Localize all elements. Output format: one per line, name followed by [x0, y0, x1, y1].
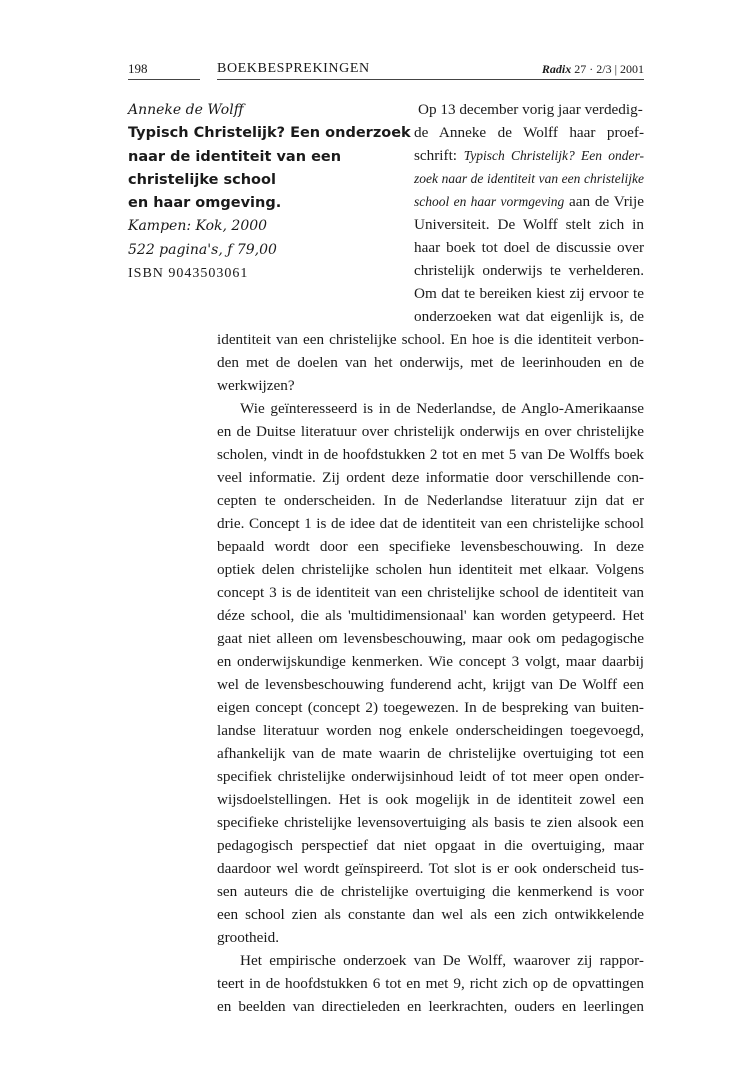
body-line: wel de levensbeschouwing funderend acht, krijgt van De Wolff een [217, 676, 644, 693]
body-line: schrift: Typisch Christelijk? Een onder- [414, 147, 644, 164]
body-line: Om dat te bereiken kiest zij ervoor te [414, 285, 644, 302]
body-line: concept 3 is de identiteit van een christelijke school de identiteit van [217, 584, 644, 601]
body-line: haar boek tot doel de discussie over [414, 239, 644, 256]
body-line: Op 13 december vorig jaar verdedig- [418, 101, 643, 118]
body-line: specifieke christelijke levensovertuiging als basis te zien alsook een [217, 814, 644, 831]
header-rule-left [128, 79, 200, 80]
body-line: Het empirische onderzoek van De Wolff, waarover zij rappor- [240, 952, 644, 969]
page-number: 198 [128, 61, 148, 76]
body-line: werkwijzen? [217, 377, 295, 394]
body-line: identiteit van een christelijke school. En hoe is die identiteit verbon- [217, 331, 644, 348]
body-line: daardoor wel wordt geïnspireerd. Tot slot is er ook onderscheid tus- [217, 860, 644, 877]
body-line: een school zien als constante dan wel als een zich ontwikkelende [217, 906, 644, 923]
body-line: scholen, vindt in de hoofdstukken 2 tot en met 5 van De Wolffs boek [217, 446, 644, 463]
body-line: en beelden van directieleden en leerkrachten, ouders en leerlingen [217, 998, 644, 1015]
body-line: en de Duitse literatuur over christelijk onderwijs en over christelijke [217, 423, 644, 440]
body-line: optiek delen christelijke scholen hun identiteit met elkaar. Volgens [217, 561, 644, 578]
body-line: sen auteurs die de christelijke overtuiging die kenmerkend is voor [217, 883, 644, 900]
book-isbn: ISBN 9043503061 [128, 266, 249, 282]
book-pages-price: 522 pagina's, ƒ 79,00 [128, 241, 277, 258]
body-line: veel informatie. Zij ordent deze informatie door verschillende con- [217, 469, 644, 486]
book-title-line: naar de identiteit van een [128, 148, 342, 165]
body-line: landse literatuur worden nog enkele onderscheidingen toegevoegd, [217, 722, 644, 739]
body-line: zoek naar de identiteit van een christelijke [414, 171, 644, 186]
body-line: den met de doelen van het onderwijs, met de leerinhouden en de [217, 354, 644, 371]
body-line: grootheid. [217, 929, 280, 946]
book-details [128, 99, 411, 285]
body-line: wijsdoelstellingen. Het is ook mogelijk in de identiteit zowel een [217, 791, 644, 808]
book-publisher: Kampen: Kok, 2000 [128, 218, 268, 235]
body-line: afhankelijk van de mate waarin de christelijke overtuiging tot een [217, 745, 644, 762]
header-rule-right [217, 79, 644, 80]
book-title-line: Typisch Christelijk? Een onderzoek [128, 125, 411, 142]
body-line: gaat niet alleen om levensbeschouwing, maar ook om pedagogische [217, 630, 644, 647]
body-line: drie. Concept 1 is de idee dat de identiteit van een christelijke school [217, 515, 644, 532]
body-line: teert in de hoofdstukken 6 tot en met 9, richt zich op de opvattingen [217, 975, 644, 992]
body-line: school en haar vormgeving aan de Vrije [414, 193, 644, 210]
book-title-line: en haar omgeving. [128, 195, 282, 212]
body-line: déze school, die als 'multidimensionaal' kan worden getypeerd. Het [217, 607, 644, 624]
journal-issue: 27 · 2/3 | 2001 [574, 62, 644, 76]
book-title-line: christelijke school [128, 171, 276, 188]
body-line: de Anneke de Wolff haar proef- [414, 124, 644, 141]
body-line: Wie geïnteresseerd is in de Nederlandse, de Anglo-Amerikaanse [240, 400, 644, 417]
body-line: bepaald wordt door een specifieke levensbeschouwing. In deze [217, 538, 644, 555]
book-author: Anneke de Wolff [128, 102, 244, 118]
body-line: Universiteit. De Wolff stelt zich in [414, 216, 644, 233]
body-line: christelijk onderwijs te verhelderen. [414, 262, 644, 279]
journal-reference [542, 61, 644, 77]
body-line: en onderwijskundige kenmerken. Wie concept 3 volgt, maar daarbij [217, 653, 644, 670]
section-title: BOEKBESPREKINGEN [217, 61, 370, 76]
journal-name: Radix [541, 62, 572, 76]
body-line: pedagogisch perspectief dat niet opgaat in die overtuiging, maar [217, 837, 644, 854]
body-line: specifiek christelijke onderwijsinhoud leidt of tot meer open onder- [217, 768, 644, 785]
body-line: eigen concept (concept 2) toegewezen. In de bespreking van buiten- [217, 699, 644, 716]
body-line: onderzoeken wat dat eigenlijk is, de [414, 308, 644, 325]
body-line: cepten te onderscheiden. In de Nederlandse literatuur zijn dat er [217, 492, 644, 509]
